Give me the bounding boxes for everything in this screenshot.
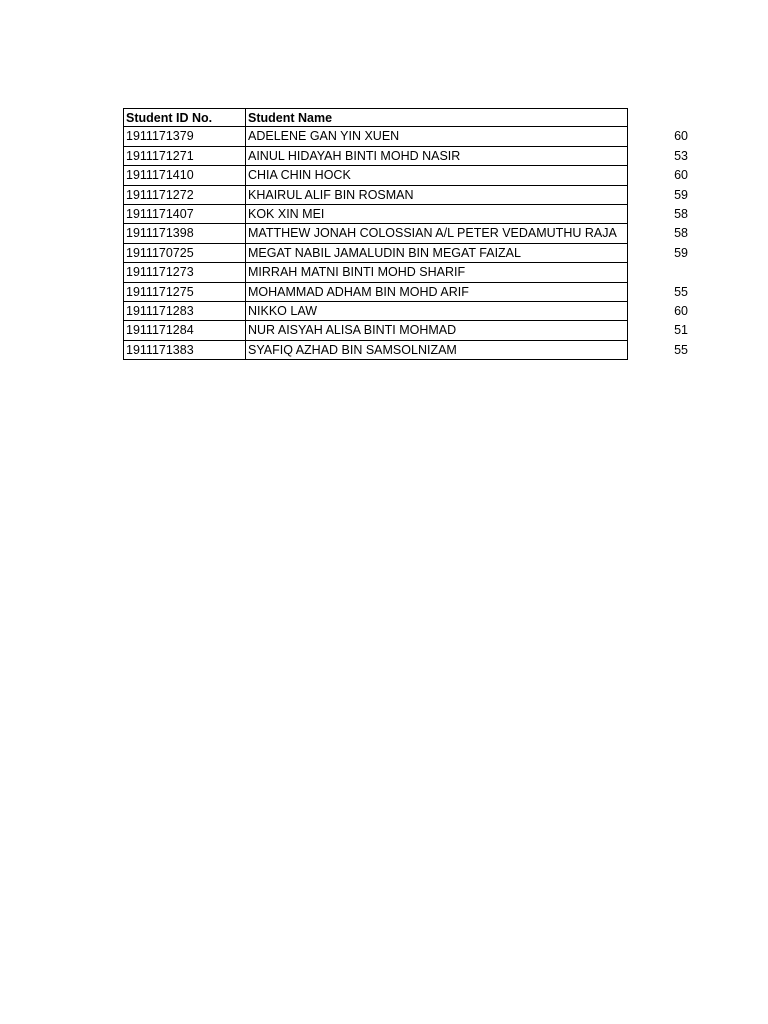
header-student-id: Student ID No. <box>123 108 246 127</box>
student-table <box>123 108 703 360</box>
score-cell: 58 <box>674 226 688 241</box>
table-row <box>123 127 703 146</box>
table-row <box>123 283 703 302</box>
student-id-cell: 1911171379 <box>123 127 246 146</box>
student-id-cell: 1911171284 <box>123 321 246 340</box>
student-name-cell: CHIA CHIN HOCK <box>246 166 628 185</box>
student-id-cell: 1911171273 <box>123 263 246 282</box>
student-id-cell: 1911171407 <box>123 205 246 224</box>
score-cell: 58 <box>674 206 688 221</box>
score-cell <box>628 263 688 282</box>
student-id-cell: 1911170725 <box>123 244 246 263</box>
student-name-cell: MEGAT NABIL JAMALUDIN BIN MEGAT FAIZAL <box>246 244 628 263</box>
header-student-name: Student Name <box>246 108 628 127</box>
table-row <box>123 321 703 340</box>
score-cell: 60 <box>674 168 688 183</box>
student-name-cell: SYAFIQ AZHAD BIN SAMSOLNIZAM <box>246 341 628 360</box>
student-id-cell: 1911171410 <box>123 166 246 185</box>
student-name-cell: MATTHEW JONAH COLOSSIAN A/L PETER VEDAMUTHU RAJA <box>246 224 628 243</box>
table-row <box>123 147 703 166</box>
table-row <box>123 205 703 224</box>
score-cell: 60 <box>674 303 688 318</box>
student-id-cell: 1911171271 <box>123 147 246 166</box>
score-cell: 55 <box>674 284 688 299</box>
student-name-cell: KHAIRUL ALIF BIN ROSMAN <box>246 186 628 205</box>
table-header-row <box>123 108 703 127</box>
table-body <box>123 127 703 360</box>
student-id-cell: 1911171283 <box>123 302 246 321</box>
student-name-cell: MOHAMMAD ADHAM BIN MOHD ARIF <box>246 283 628 302</box>
score-cell: 59 <box>674 245 688 260</box>
student-name-cell: ADELENE GAN YIN XUEN <box>246 127 628 146</box>
table-row <box>123 263 703 282</box>
score-cell: 60 <box>674 129 688 144</box>
table-row <box>123 186 703 205</box>
student-id-cell: 1911171383 <box>123 341 246 360</box>
student-name-cell: MIRRAH MATNI BINTI MOHD SHARIF <box>246 263 628 282</box>
table-row <box>123 341 703 360</box>
student-name-cell: NUR AISYAH ALISA BINTI MOHMAD <box>246 321 628 340</box>
student-id-cell: 1911171398 <box>123 224 246 243</box>
student-id-cell: 1911171275 <box>123 283 246 302</box>
student-name-cell: AINUL HIDAYAH BINTI MOHD NASIR <box>246 147 628 166</box>
score-cell: 55 <box>674 342 688 357</box>
table-row <box>123 244 703 263</box>
table-row <box>123 224 703 243</box>
table-row <box>123 302 703 321</box>
score-cell: 53 <box>674 148 688 163</box>
student-name-cell: NIKKO LAW <box>246 302 628 321</box>
table-row <box>123 166 703 185</box>
student-id-cell: 1911171272 <box>123 186 246 205</box>
student-name-cell: KOK XIN MEI <box>246 205 628 224</box>
score-cell: 51 <box>674 323 688 338</box>
score-cell: 59 <box>674 187 688 202</box>
